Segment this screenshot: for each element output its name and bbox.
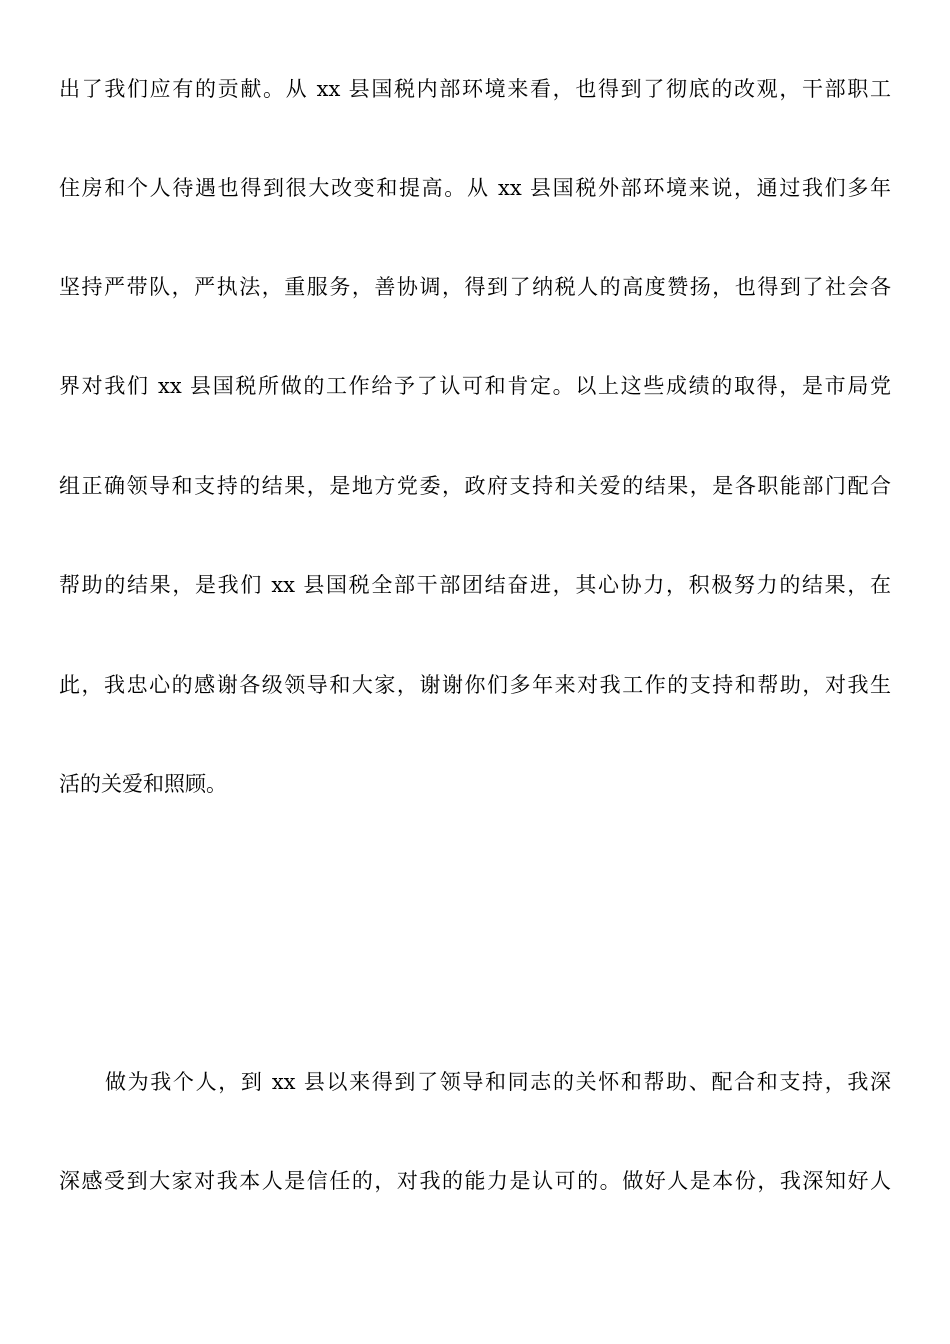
paragraph-1-line-3: 坚持严带队，严执法，重服务，善协调，得到了纳税人的高度赞扬，也得到了社会各 [59,275,891,299]
paragraph-1-line-5: 组正确领导和支持的结果，是地方党委，政府支持和关爱的结果，是各职能部门配合 [59,474,891,498]
paragraph-1-line-6: 帮助的结果，是我们 xx 县国税全部干部团结奋进，其心协力，积极努力的结果，在 [59,573,891,597]
paragraph-1-line-8: 活的关爱和照顾。 [59,772,227,796]
paragraph-1-line-7: 此，我忠心的感谢各级领导和大家，谢谢你们多年来对我工作的支持和帮助，对我生 [59,673,891,697]
paragraph-2-line-1: 做为我个人，到 xx 县以来得到了领导和同志的关怀和帮助、配合和支持，我深 [105,1070,891,1094]
paragraph-1-line-2: 住房和个人待遇也得到很大改变和提高。从 xx 县国税外部环境来说，通过我们多年 [59,176,891,200]
paragraph-2-line-2: 深感受到大家对我本人是信任的，对我的能力是认可的。做好人是本份，我深知好人 [59,1169,891,1193]
paragraph-1-line-1: 出了我们应有的贡献。从 xx 县国税内部环境来看，也得到了彻底的改观，干部职工 [59,77,891,101]
paragraph-1-line-4: 界对我们 xx 县国税所做的工作给予了认可和肯定。以上这些成绩的取得，是市局党 [59,374,891,398]
